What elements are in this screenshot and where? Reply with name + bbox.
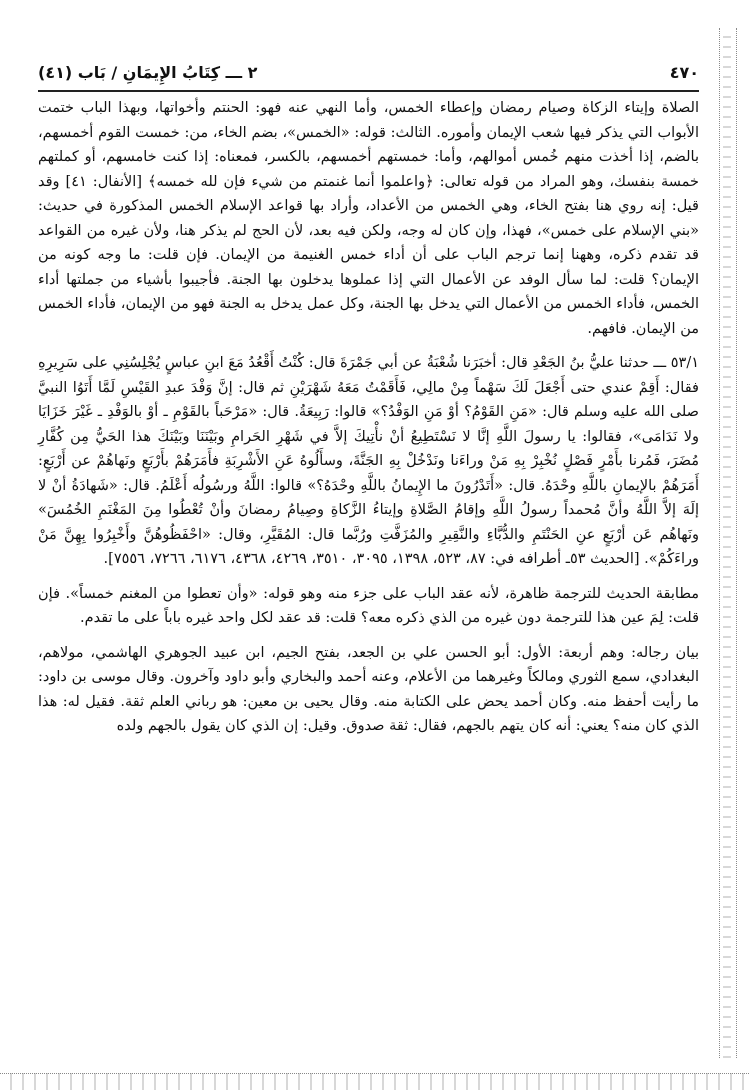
page-body [38,96,699,739]
running-title: ٢ ـــ كِتَابُ الإِيمَانِ / بَاب (٤١) [38,62,258,82]
header-divider [38,90,699,92]
decorative-bottom-border [0,1073,749,1090]
page-number: ٤٧٠ [669,62,699,82]
chapter-correspondence-paragraph: مطابقة الحديث للترجمة ظاهرة، لأنه عقد الباب على جزء منه وهو قوله: «وأن تعطوا من المغنم خمساً». فإن قلت: لِمَ عين هذا للترجمة دون غيره من الذي ذكره معه؟ قلت: قد عقد لكل واحد غيره باباً على ما تقدم. [38,585,699,626]
paragraph-gap [38,572,699,582]
paragraph-gap [38,341,699,351]
paragraph-gap [38,631,699,641]
hadith-text-paragraph: ٥٣/١ ـــ حدثنا عليُّ بنُ الجَعْدِ قال: أخبَرَنا شُعْبَةُ عن أبي جَمْرَةَ قال: كُنْتُ أَقْعُدُ مَعَ ابنِ عباسٍ يُجْلِسُنِي على سَرِيرِهِ فقال: أَقِمْ عندي حتى أَجْعَلَ لَكَ سَهْماً مِنْ مالِي، فَأَقَمْتُ مَعَهُ شَهْرَيْنِ ثم قال: إنَّ وَفْدَ عبدِ القَيْسِ لَمَّا أَتَوُا النبيَّ صلى الله عليه وسلم قال: «مَنِ القَوْمُ؟ أوْ مَنِ الوَفْدُ؟» قالوا: رَبِيعَةُ. قال: «مَرْحَباً بالقَوْمِ ـ أوْ بالوَفْدِ ـ غَيْرَ خَزَايَا ولا نَدَامَى»، فقالوا: يا رسولَ اللَّهِ إنَّا لا نَسْتَطِيعُ أنْ نأْتِيكَ إلاَّ في شَهْرِ الحَرامِ وبَيْنَنَا وبَيْنَكَ هذا الحَيُّ مِن كُفَّارِ مُضَرَ، فَمُرنا بأَمْرٍ فَصْلٍ نُخْبِرْ بِهِ مَنْ وراءَنا ونَدْخُلْ بِهِ الجَنَّةَ، وسأَلُوهُ عَنِ الأَشْرِبَةِ فأَمَرَهُمْ بأَرْبَعٍ ونَهاهُمْ عن أَرْبَعٍ: أَمَرَهُمْ بالإيمانِ باللَّهِ وحْدَهُ. قال: «أَتَدْرُونَ ما الإِيمانُ باللَّهِ وحْدَهُ؟» قالوا: اللَّهُ ورسُولُه أَعْلَمُ. قال: «شَهادَةُ أنْ لا إلَهَ إلاَّ اللَّهُ وأنَّ مُحمداً رسولُ اللَّهِ وإقامُ الصَّلاةِ وإيتاءُ الزَّكاةِ وصِيامُ رمضانَ وأنْ تُعْطُوا مِنَ المَغْنَمِ الخُمُسَ» ونَهاهُم عَن أرْبَعٍ عنِ الحَنْتَمِ والدُّبَّاءِ والنَّقِيرِ والمُزَفَّتِ ورُبَّما قال: المُقَيَّرِ، وقال: «احْفَظُوهُنَّ وأَخْبِرُوا بِهِنَّ مَنْ وراءَكُمْ». [الحديث ٥٣ـ أطرافه في: ٨٧، ٥٢٣، ١٣٩٨، ٣٠٩٥، ٣٥١٠، ٤٢٦٩، ٤٣٦٨، ٦١٧٦، ٧٢٦٦، ٧٥٥٦]. [38,355,699,567]
page-header [38,58,699,86]
narrators-paragraph: بيان رجاله: وهم أربعة: الأول: أبو الحسن علي بن الجعد، بفتح الجيم، ابن عبيد الجوهري الهاشمي، مولاهم، البغدادي، سمع الثوري ومالكاً وغيرهما من الأعلام، وعنه أحمد والبخاري وأبو داود وآخرون. وقال موسى بن داود: ما رأيت أحفظ منه. وكان أحمد يحض على الكتابة منه. وقال يحيى بن معين: هو رباني العلم ثقة. فقيل له: هذا الذي كان منه؟ يعني: أنه كان يتهم بالجهم، فقال: ثقة صدوق. وقيل: إن الذي كان يقول بالجهم ولده [38,644,699,734]
decorative-margin-border [719,28,737,1058]
commentary-paragraph: الصلاة وإيتاء الزكاة وصيام رمضان وإعطاء الخمس، وأما النهي عنه فهو: الحنتم وأخواتها، وبهذا الباب ختمت الأبواب التي يذكر فيها شعب الإيمان وأموره. الثالث: قوله: «الخمس»، بضم الخاء، من: خمست القوم أخمسهم، بالضم، إذا أخذت منهم خُمس أموالهم، وأما: خمستهم أخمسهم، بالكسر، فمعناه: إذا كنت خامسهم، أو كملتهم خمسة بنفسك، وهو المراد من قوله تعالى: ﴿واعلموا أنما غنمتم من شيء فإن لله خمسه﴾ [الأنفال: ٤١] وقد قيل: إنه روي هنا بفتح الخاء، وهي الخمس من الأعداد، وأراد بها قواعد الإسلام الخمس المذكورة في حديث: «بني الإسلام على خمس»، فهذا، وإن كان له وجه، ولكن فيه بعد، لأن الحج لم يذكر هنا، ولأن غيره من القواعد قد تقدم ذكره، وههنا إنما ترجم الباب على أن أداء خمس الغنيمة من الإيمان. فإن قلت: ما وجه كونه من الإيمان؟ قلت: لما سأل الوفد عن الأعمال التي إذا عملوها يدخلون بها الجنة. فأجيبوا بأشياء من جملتها أداء الخمس، فأداء الخمس من الأعمال التي يدخل بها الجنة، وكل عمل يدخل به الجنة فهو من الإيمان، فأداء الخمس من الإيمان. فافهم. [38,100,699,337]
